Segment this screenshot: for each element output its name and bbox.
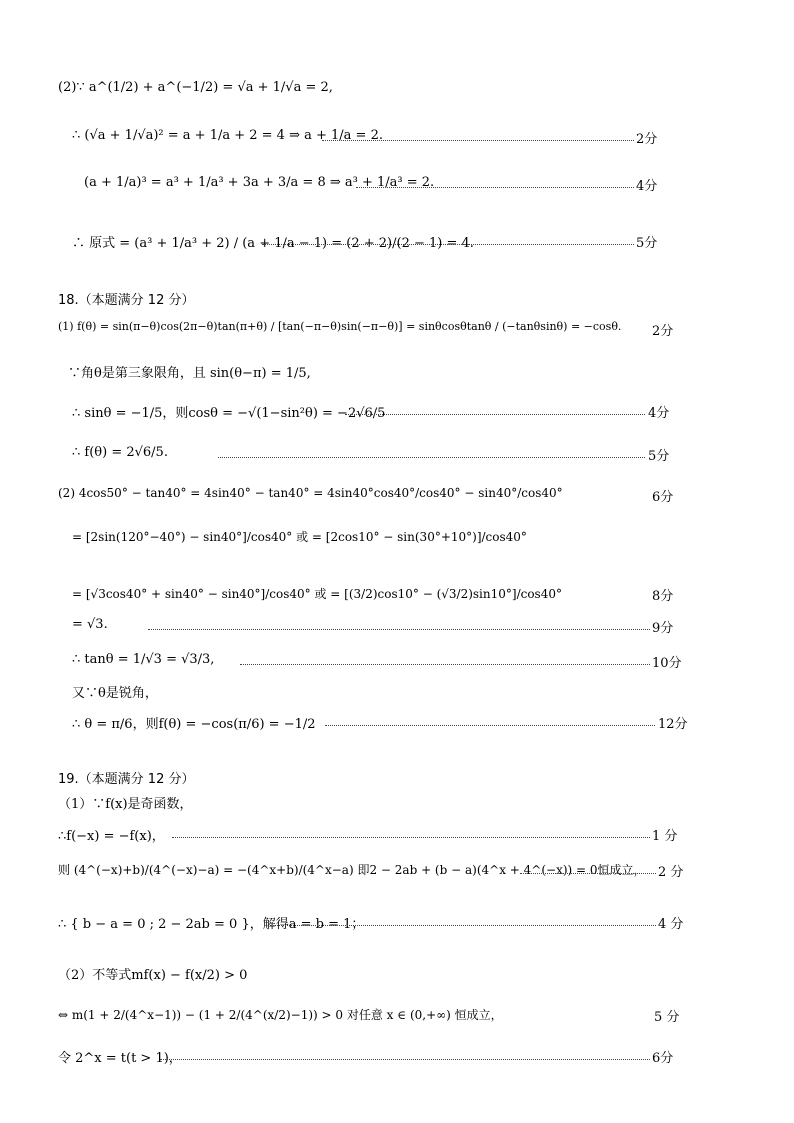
q19-heading: 19.（本题满分 12 分） [58, 772, 195, 787]
q18-l9-leader [240, 663, 650, 665]
q18-l5-score: 6分 [652, 490, 674, 505]
q18-l8: = √3. [72, 617, 108, 632]
q18-l3-score: 4分 [648, 406, 670, 421]
q19-l6: ⇔ m(1 + 2/(4^x−1)) − (1 + 2/(4^(x/2)−1)) > 0 对任意 x ∈ (0,+∞) 恒成立， [58, 1008, 503, 1022]
q19-l3: 则 (4^(−x)+b)/(4^(−x)−a) = −(4^x+b)/(4^x−a) 即2 − 2ab + (b − a)(4^x + 4^(−x)) = 0恒成立， [58, 863, 646, 877]
p17-line3: (a + 1/a)³ = a³ + 1/a³ + 3a + 3/a = 8 ⇒ a³ + 1/a³ = 2. [84, 175, 435, 190]
q18-l8-leader [148, 628, 650, 630]
q19-l3-score: 2 分 [658, 865, 684, 880]
q19-l4: ∴ { b − a = 0 ; 2 − 2ab = 0 }，解得a = b = 1； [58, 917, 365, 932]
q19-l6-score: 5 分 [654, 1010, 680, 1025]
q18-l10: 又∵θ是锐角， [72, 686, 158, 701]
q18-l11-leader [325, 724, 655, 726]
q18-l4: ∴ f(θ) = 2√6/5. [72, 445, 168, 460]
q18-l7: = [√3cos40° + sin40° − sin40°]/cos40° 或 = [(3/2)cos10° − (√3/2)sin10°]/cos40° [72, 587, 562, 601]
q18-l3: ∴ sinθ = −1/5，则cosθ = −√(1−sin²θ) = −2√6/5 [72, 406, 386, 421]
p17-line4-leader [262, 243, 634, 245]
p17-line4-score: 5分 [636, 236, 658, 251]
q19-l3-leader [520, 872, 656, 874]
q18-l7-score: 8分 [652, 589, 674, 604]
q18-l1: (1) f(θ) = sin(π−θ)cos(2π−θ)tan(π+θ) / [tan(−π−θ)sin(−π−θ)] = sinθcosθtanθ / (−tanθsinθ) = −cosθ. [58, 320, 622, 333]
p17-line1: (2)∵ a^(1/2) + a^(−1/2) = √a + 1/√a = 2, [58, 80, 333, 95]
q18-l8-score: 9分 [652, 621, 674, 636]
q19-l7-score: 6分 [652, 1051, 674, 1066]
p17-line2: ∴ (√a + 1/√a)² = a + 1/a + 2 = 4 ⇒ a + 1/a = 2. [72, 128, 383, 143]
q18-l5: (2) 4cos50° − tan40° = 4sin40° − tan40° = 4sin40°cos40°/cos40° − sin40°/cos40° [58, 486, 563, 500]
p17-line2-score: 2分 [636, 132, 658, 147]
q18-l6: = [2sin(120°−40°) − sin40°]/cos40° 或 = [2cos10° − sin(30°+10°)]/cos40° [72, 530, 527, 544]
p17-line3-score: 4分 [636, 179, 658, 194]
q18-l1-score: 2分 [652, 324, 674, 339]
q18-l9: ∴ tanθ = 1/√3 = √3/3, [72, 652, 215, 667]
q18-l3-leader [345, 413, 645, 415]
p17-line3-leader [356, 186, 634, 188]
q19-l5: （2）不等式mf(x) − f(x/2) > 0 [58, 968, 248, 983]
q19-l7: 令 2^x = t(t > 1)， [58, 1051, 182, 1066]
q19-l2-score: 1 分 [652, 829, 678, 844]
q19-l2-leader [172, 836, 650, 838]
q19-l7-leader [160, 1058, 650, 1060]
q18-l11: ∴ θ = π/6，则f(θ) = −cos(π/6) = −1/2 [72, 717, 316, 732]
q18-l9-score: 10分 [652, 656, 682, 671]
q19-l1: （1）∵f(x)是奇函数， [58, 797, 193, 812]
q18-l4-leader [218, 456, 645, 458]
q19-l4-leader [270, 924, 656, 926]
q18-heading: 18.（本题满分 12 分） [58, 293, 195, 308]
p17-line2-leader [322, 139, 634, 141]
q19-l2: ∴f(−x) = −f(x)， [58, 829, 165, 844]
q19-l4-score: 4 分 [658, 917, 684, 932]
q18-l2: ∵角θ是第三象限角，且 sin(θ−π) = 1/5, [68, 366, 311, 381]
q18-l4-score: 5分 [648, 449, 670, 464]
p17-line4: ∴ 原式 = (a³ + 1/a³ + 2) / (a + 1/a − 1) = (2 + 2)/(2 − 1) = 4. [72, 236, 474, 251]
q18-l11-score: 12分 [658, 717, 688, 732]
